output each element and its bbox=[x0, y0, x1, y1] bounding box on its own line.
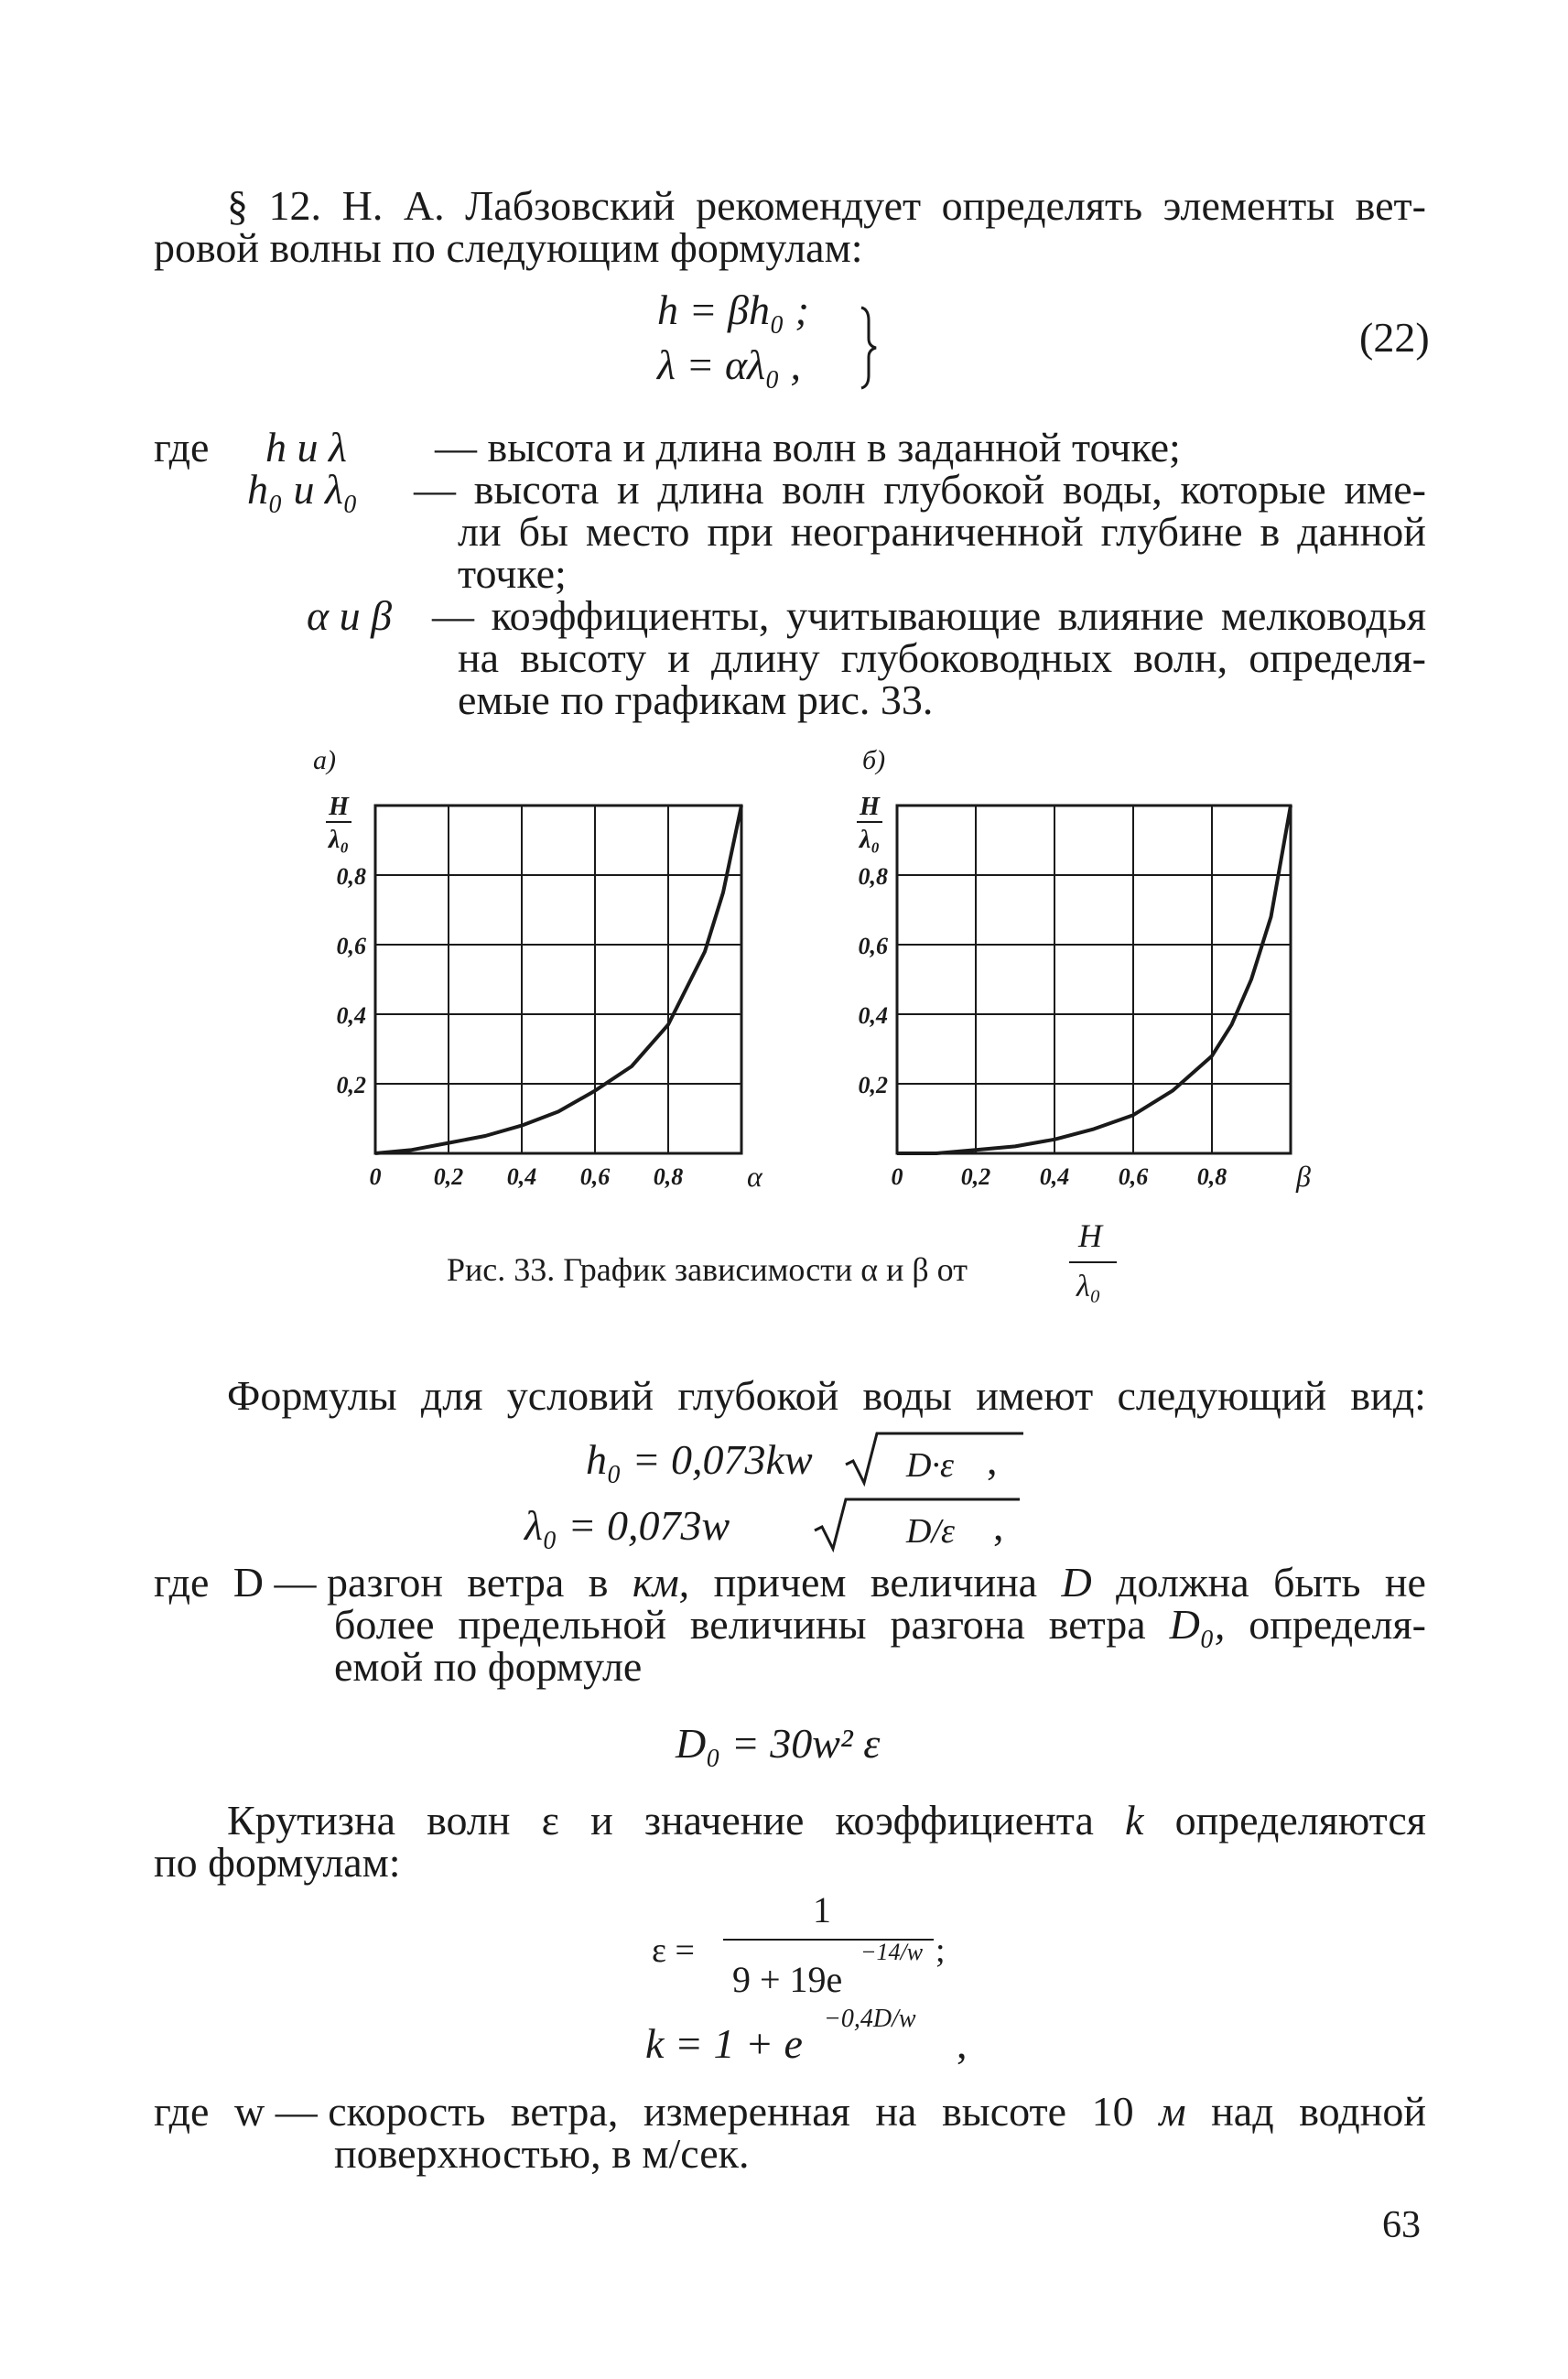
deep-water-intro: Формулы для условий глубокой воды имеют следующий вид: bbox=[227, 1372, 1426, 1419]
k-formula: k = 1 + e bbox=[645, 2020, 803, 2067]
chart-a-panel-label: а) bbox=[313, 745, 336, 775]
def-1-text: — высота и длина волн в заданной точке; bbox=[435, 424, 1181, 470]
def-3-line-1: — коэффициенты, учитывающие влияние мелководья bbox=[432, 592, 1426, 639]
chart-a-x-tick-label: 0,8 bbox=[653, 1163, 684, 1190]
chart-b-x-tick-label: 0 bbox=[891, 1163, 903, 1190]
caption-fraction-den: λ₀ bbox=[1076, 1270, 1101, 1303]
chart-b-y-tick-label: 0,8 bbox=[858, 863, 888, 890]
formula-d0: D₀ = 30w² ε bbox=[676, 1720, 881, 1767]
where-label: где bbox=[154, 424, 210, 470]
chart-a-y-tick-label: 0,8 bbox=[336, 863, 366, 890]
chart-b-y-tick-label: 0,4 bbox=[858, 1002, 888, 1029]
eps-formula-den: 9 + 19e bbox=[732, 1959, 843, 2000]
chart-b-x-tick-label: 0,6 bbox=[1118, 1163, 1149, 1190]
eps-formula-exp: −14/w bbox=[860, 1939, 924, 1965]
intro-line-1: § 12. Н. А. Лабзовский рекомендует определять элементы вет- bbox=[227, 182, 1426, 229]
chart-a-x-tick-label: 0,6 bbox=[579, 1163, 611, 1190]
chart-a-ylabel-den: λ₀ bbox=[328, 826, 350, 854]
eq-l0-radicand: D/ε bbox=[906, 1512, 955, 1551]
k-formula-exp: −0,4D/w bbox=[824, 2005, 916, 2033]
where-w-line-2: поверхностью, в м/сек. bbox=[334, 2130, 750, 2177]
def-2-line-3: точке; bbox=[458, 550, 567, 597]
chart-b-ylabel-den: λ₀ bbox=[859, 826, 881, 854]
where-d-line-1: где D — разгон ветра в км, причем величина D должна быть не bbox=[154, 1559, 1426, 1606]
formula-brace bbox=[856, 302, 883, 394]
chart-b-x-tick-label: 0,4 bbox=[1039, 1163, 1070, 1190]
chart-b-x-tick-label: 0,2 bbox=[960, 1163, 991, 1190]
chart-b bbox=[857, 745, 1311, 1193]
chart-b-x-axis-label: β bbox=[1296, 1160, 1311, 1193]
chart-b-ylabel-num: H bbox=[860, 793, 880, 821]
chart-b-y-tick-label: 0,6 bbox=[858, 933, 888, 959]
figure-caption: Рис. 33. График зависимости α и β от bbox=[447, 1251, 968, 1288]
eq-h0-end: , bbox=[987, 1436, 998, 1483]
where-d-line-2: более предельной величины разгона ветра D₀, определя- bbox=[334, 1601, 1426, 1648]
steepness-line-2: по формулам: bbox=[154, 1839, 401, 1886]
chart-b-x-tick-label: 0,8 bbox=[1196, 1163, 1227, 1190]
chart-a-x-tick-label: 0 bbox=[369, 1163, 382, 1190]
chart-b-y-tick-label: 0,2 bbox=[858, 1072, 888, 1098]
eps-formula-end: ; bbox=[935, 1931, 946, 1970]
chart-a-y-tick-label: 0,4 bbox=[336, 1002, 366, 1029]
chart-b-curve bbox=[897, 806, 1291, 1153]
chart-a-ylabel-num: H bbox=[329, 793, 349, 821]
chart-b-panel-label: б) bbox=[862, 745, 886, 775]
def-3-term: α и β bbox=[307, 592, 393, 639]
where-w-line-1: где w — скорость ветра, измеренная на высоте 10 м над водной bbox=[154, 2088, 1426, 2135]
def-3-line-3: емые по графикам рис. 33. bbox=[458, 676, 934, 723]
where-d-line-3: емой по формуле bbox=[334, 1643, 643, 1690]
k-formula-end: , bbox=[957, 2020, 968, 2067]
def-2-line-1: — высота и длина волн глубокой воды, которые име- bbox=[414, 466, 1426, 513]
def-2-line-2: ли бы место при неограниченной глубине в данной bbox=[458, 508, 1426, 555]
caption-fraction-bar bbox=[1069, 1261, 1117, 1263]
chart-b-frame bbox=[897, 806, 1291, 1153]
eps-formula-num: 1 bbox=[813, 1889, 831, 1930]
chart-a bbox=[313, 745, 763, 1193]
def-1-term: h и λ bbox=[265, 424, 347, 470]
caption-fraction-num: H bbox=[1078, 1217, 1102, 1254]
chart-a-y-tick-label: 0,6 bbox=[336, 933, 366, 959]
chart-a-x-tick-label: 0,4 bbox=[506, 1163, 537, 1190]
eq-l0-lhs: λ₀ = 0,073w bbox=[524, 1502, 730, 1549]
chart-a-x-tick-label: 0,2 bbox=[433, 1163, 464, 1190]
eq-l0-end: , bbox=[993, 1502, 1004, 1549]
formula-22-row-1: h = βh₀ ; bbox=[657, 287, 809, 333]
chart-a-curve bbox=[375, 806, 741, 1153]
intro-line-2: ровой волны по следующим формулам: bbox=[154, 224, 863, 271]
formula-22-row-2: λ = αλ₀ , bbox=[657, 341, 802, 388]
eq-h0-radicand: D·ε bbox=[906, 1446, 954, 1485]
chart-a-y-tick-label: 0,2 bbox=[336, 1072, 366, 1098]
equation-number-22: (22) bbox=[1359, 314, 1430, 361]
eq-h0-lhs: h₀ = 0,073kw bbox=[586, 1436, 813, 1483]
page-number: 63 bbox=[1382, 2204, 1421, 2246]
steepness-line-1: Крутизна волн ε и значение коэффициента k определяются bbox=[227, 1797, 1426, 1844]
chart-a-x-axis-label: α bbox=[747, 1160, 762, 1193]
eps-formula-lhs: ε = bbox=[652, 1931, 695, 1970]
def-2-term: h₀ и λ₀ bbox=[247, 466, 358, 513]
figure-33 bbox=[302, 741, 1318, 1217]
chart-a-frame bbox=[375, 806, 741, 1153]
def-3-line-2: на высоту и длину глубоководных волн, определя- bbox=[458, 634, 1426, 681]
